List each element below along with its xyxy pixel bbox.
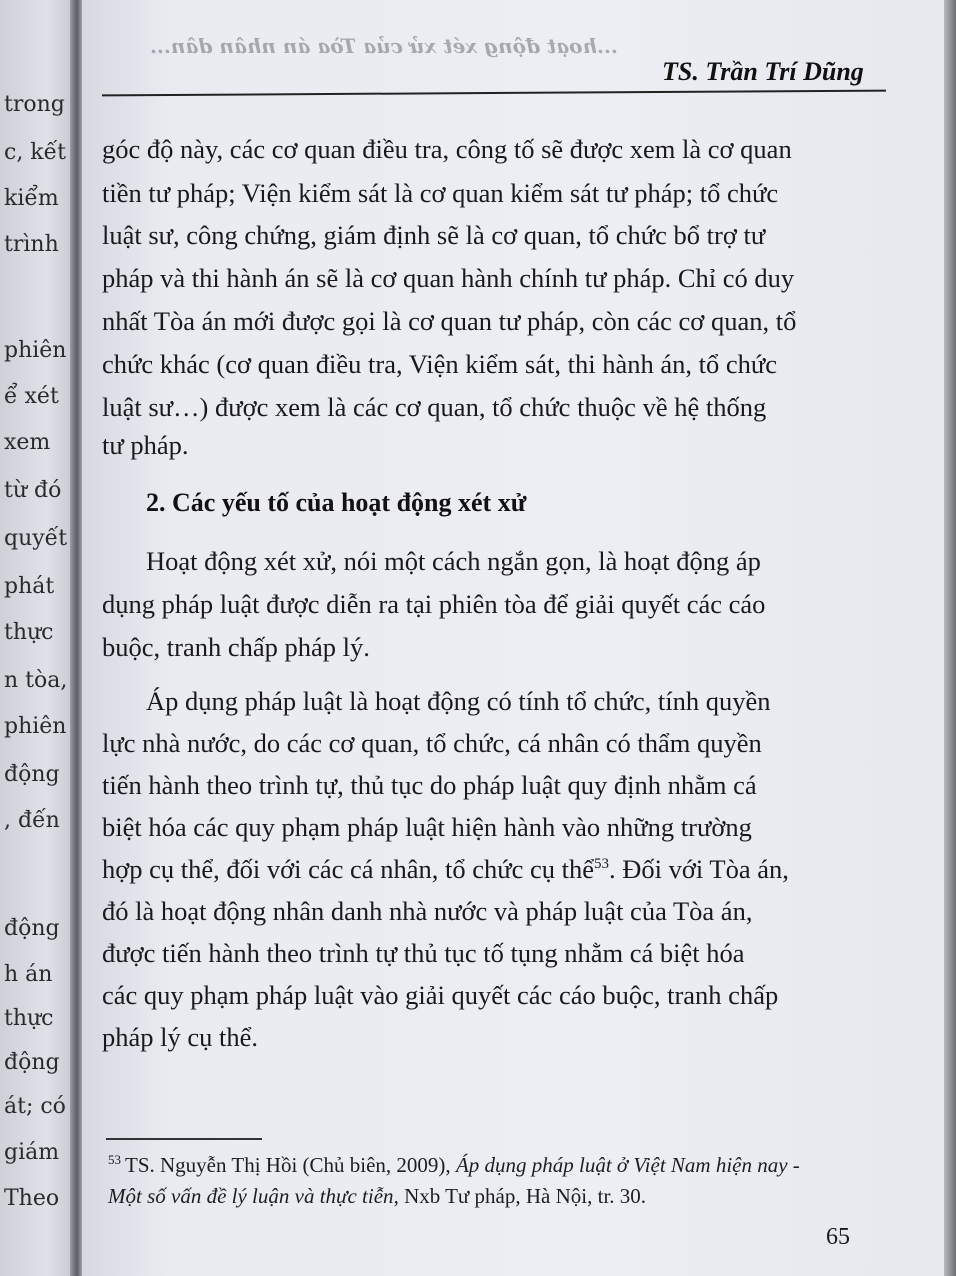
body-text-line: tiến hành theo trình tự, thủ tục do pháp luật quy định nhằm cá	[102, 770, 757, 800]
facing-page-fragment: n tòa,	[4, 668, 68, 693]
body-text-line: nhất Tòa án mới được gọi là cơ quan tư pháp, còn các cơ quan, tổ	[102, 306, 797, 336]
footnote-reference[interactable]: 53	[593, 856, 609, 873]
facing-page-fragment: phiên	[4, 714, 67, 739]
footnote-rule	[106, 1138, 262, 1140]
page-edge	[944, 0, 956, 1276]
facing-page-fragment: phát	[4, 574, 55, 599]
facing-page-fragment: quyết	[4, 526, 68, 551]
body-text-line: lực nhà nước, do các cơ quan, tổ chức, cá nhân có thẩm quyền	[102, 728, 762, 758]
facing-page-fragment: từ đó	[4, 478, 62, 503]
body-text-line: Áp dụng pháp luật là hoạt động có tính tổ chức, tính quyền	[146, 686, 771, 716]
running-header-author: TS. Trần Trí Dũng	[662, 57, 864, 86]
body-text-line: pháp lý cụ thể.	[102, 1022, 259, 1052]
facing-page-fragment: xem	[4, 430, 51, 455]
facing-page-fragment: kiểm	[4, 186, 59, 211]
body-text-line: dụng pháp luật được diễn ra tại phiên tòa để giải quyết các cáo	[102, 589, 766, 619]
header-bleed-through: ...hoạt động xét xử của Tòa án nhân dân...	[150, 34, 618, 58]
page-number: 65	[826, 1224, 850, 1250]
section-heading: 2. Các yếu tố của hoạt động xét xử	[146, 488, 527, 517]
footnote-number: 53	[108, 1152, 121, 1167]
footnote-publisher: , Nxb Tư pháp, Hà Nội, tr. 30.	[393, 1184, 647, 1208]
facing-page-fragment: c, kết	[4, 140, 67, 165]
facing-page-fragment: động	[4, 762, 60, 787]
facing-page-fragment: động	[4, 1050, 60, 1075]
body-text-segment: . Đối với Tòa án,	[608, 854, 789, 884]
body-text-segment: hợp cụ thể, đối với các cá nhân, tổ chức cụ thể	[102, 854, 594, 884]
body-text-line: pháp và thi hành án sẽ là cơ quan hành chính tư pháp. Chỉ có duy	[102, 263, 795, 293]
body-text-line-with-footnote	[102, 856, 892, 883]
facing-page-fragment: ể xét	[4, 384, 59, 409]
facing-page-fragment: giám	[4, 1140, 60, 1165]
body-text-line: chức khác (cơ quan điều tra, Viện kiểm sát, thi hành án, tổ chức	[102, 349, 777, 379]
facing-page-fragment: động	[4, 916, 60, 941]
footnote-title: Áp dụng pháp luật ở Việt Nam hiện nay -	[455, 1153, 800, 1177]
facing-page-fragment: h án	[4, 962, 53, 987]
facing-page-fragment: phiên	[4, 338, 67, 363]
facing-page-fragment: trình	[4, 232, 59, 257]
footnote-author: TS. Nguyễn Thị Hồi (Chủ biên, 2009),	[125, 1153, 456, 1177]
facing-page-fragment: Theo	[4, 1186, 60, 1211]
footnote-line	[108, 1184, 646, 1209]
facing-page-fragment: trong	[4, 92, 65, 117]
footnote-title: Một số vấn đề lý luận và thực tiễn	[108, 1184, 394, 1208]
body-text-line: đó là hoạt động nhân danh nhà nước và pháp luật của Tòa án,	[102, 896, 753, 926]
facing-page-fragment: , đến	[4, 808, 60, 833]
body-text-line: luật sư, công chứng, giám định sẽ là cơ quan, tổ chức bổ trợ tư	[102, 220, 766, 250]
body-text-line: được tiến hành theo trình tự thủ tục tố tụng nhằm cá biệt hóa	[102, 938, 745, 968]
body-text-line: góc độ này, các cơ quan điều tra, công tố sẽ được xem là cơ quan	[102, 134, 792, 164]
body-text-line: biệt hóa các quy phạm pháp luật hiện hành vào những trường	[102, 812, 752, 842]
body-text-line: tiền tư pháp; Viện kiểm sát là cơ quan kiểm sát tư pháp; tổ chức	[102, 178, 779, 208]
facing-page-fragment: thực	[4, 620, 54, 645]
body-text-line: buộc, tranh chấp pháp lý.	[102, 632, 370, 662]
facing-page	[0, 0, 78, 1276]
facing-page-fragment: át; có	[4, 1094, 66, 1119]
body-text-line: luật sư…) được xem là các cơ quan, tổ chức thuộc về hệ thống	[102, 392, 767, 422]
footnote-line	[108, 1152, 800, 1178]
facing-page-fragment: thực	[4, 1006, 54, 1031]
body-text-line: Hoạt động xét xử, nói một cách ngắn gọn, là hoạt động áp	[146, 546, 761, 576]
body-text-line: các quy phạm pháp luật vào giải quyết các cáo buộc, tranh chấp	[102, 980, 779, 1010]
body-text-line: tư pháp.	[102, 430, 189, 460]
